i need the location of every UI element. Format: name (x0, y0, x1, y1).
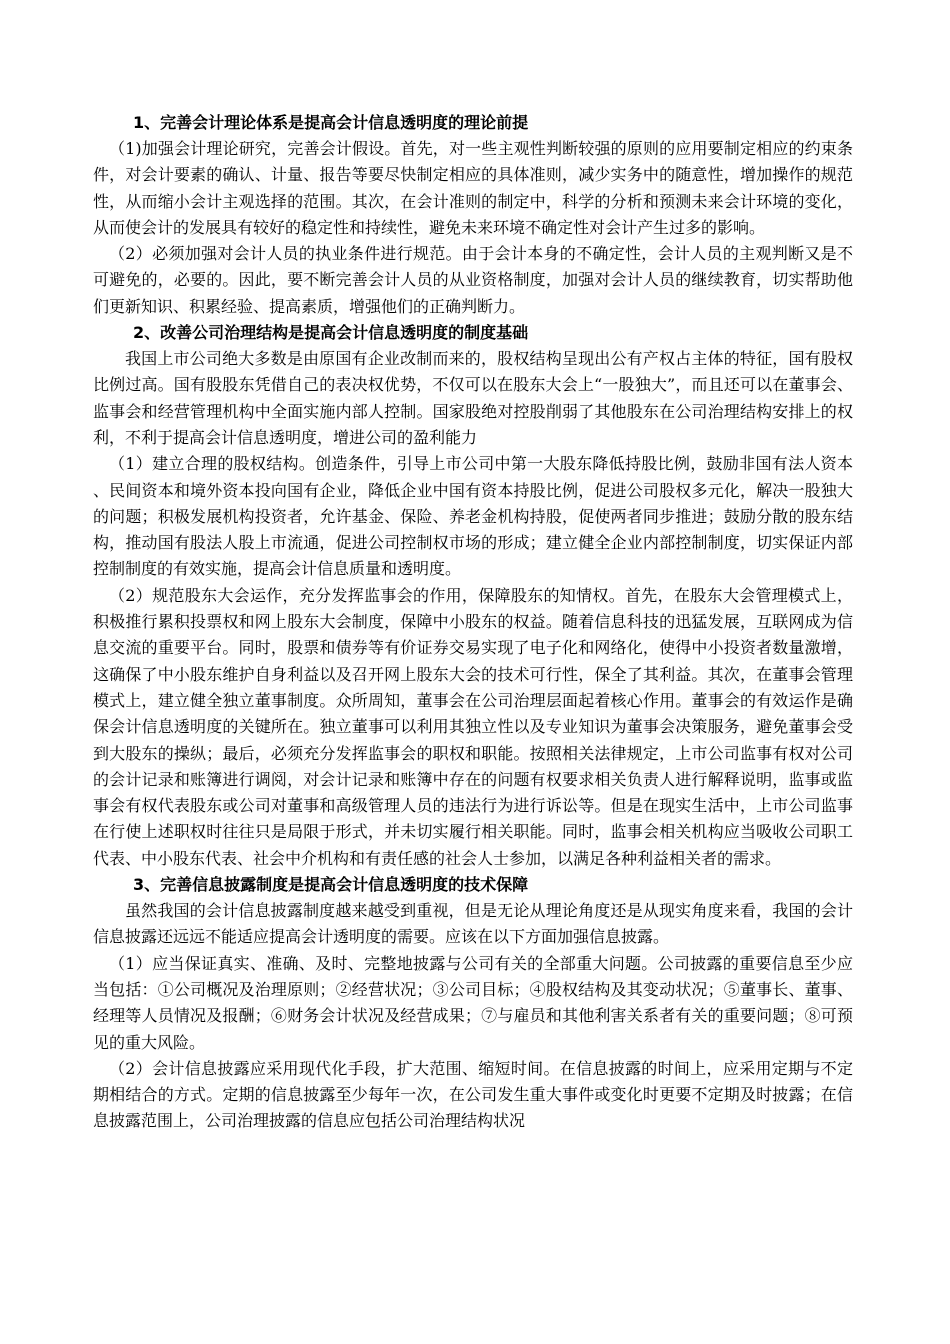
paragraph: （2）规范股东大会运作，充分发挥监事会的作用，保障股东的知情权。首先，在股东大会管理模式上，积极推行累积投票权和网上股东大会制度，保障中小股东的权益。随着信息科技的迅猛发展，互联网成为信息交流的重要平台。同时，股票和债券等有价证券交易实现了电子化和网络化，使得中小投资者数量激增，这确保了中小股东维护自身利益以及召开网上股东大会的技术可行性，保全了其利益。其次，在董事会管理模式上，建立健全独立董事制度。众所周知，董事会在公司治理层面起着核心作用。董事会的有效运作是确保会计信息透明度的关键所在。独立董事可以利用其独立性以及专业知识为董事会决策服务，避免董事会受到大股东的操纵；最后，必须充分发挥监事会的职权和职能。按照相关法律规定，上市公司监事有权对公司的会计记录和账簿进行调阅，对会计记录和账簿中存在的问题有权要求相关负责人进行解释说明，监事或监事会有权代表股东或公司对董事和高级管理人员的违法行为进行诉讼等。但是在现实生活中，上市公司监事在行使上述职权时往往只是局限于形式，并未切实履行相关职能。同时，监事会相关机构应当吸收公司职工代表、中小股东代表、社会中介机构和有责任感的社会人士参加，以满足各种利益相关者的需求。 (93, 585, 853, 868)
section-heading: 2、改善公司治理结构是提高会计信息透明度的制度基础 (133, 323, 529, 343)
document-page (93, 110, 853, 1135)
paragraph: （1）建立合理的股权结构。创造条件，引导上市公司中第一大股东降低持股比例，鼓励非国有法人资本、民间资本和境外资本投向国有企业，降低企业中国有资本持股比例，促进公司股权多元化，解决一股独大的问题；积极发展机构投资者，允许基金、保险、养老金机构持股，促使两者同步推进；鼓励分散的股东结构，推动国有股法人股上市流通，促进公司控制权市场的形成；建立健全企业内部控制制度，切实保证内部控制制度的有效实施，提高会计信息质量和透明度。 (93, 454, 853, 579)
section-heading: 1、完善会计理论体系是提高会计信息透明度的理论前提 (133, 113, 529, 132)
paragraph: 我国上市公司绝大多数是由原国有企业改制而来的，股权结构呈现出公有产权占主体的特征，国有股权比例过高。国有股股东凭借自己的表决权优势，不仅可以在股东大会上“一股独大”，而且还可以在董事会、监事会和经营管理机构中全面实施内部人控制。国家股绝对控股削弱了其他股东在公司治理结构安排上的权利，不利于提高会计信息透明度，增进公司的盈利能力 (93, 349, 853, 447)
section-heading: 3、完善信息披露制度是提高会计信息透明度的技术保障 (133, 875, 529, 895)
paragraph: （2）必须加强对会计人员的执业条件进行规范。由于会计本身的不确定性，会计人员的主观判断又是不可避免的，必要的。因此，要不断完善会计人员的从业资格制度，加强对会计人员的继续教育，切实帮助他们更新知识、积累经验、提高素质，增强他们的正确判断力。 (93, 244, 853, 316)
paragraph: （2）会计信息披露应采用现代化手段，扩大范围、缩短时间。在信息披露的时间上，应采用定期与不定期相结合的方式。定期的信息披露至少每年一次，在公司发生重大事件或变化时更要不定期及时披露；在信息披露范围上，公司治理披露的信息应包括公司治理结构状况 (93, 1058, 853, 1131)
paragraph: （1）应当保证真实、准确、及时、完整地披露与公司有关的全部重大问题。公司披露的重要信息至少应当包括：①公司概况及治理原则；②经营状况；③公司目标；④股权结构及其变动状况；⑤董事长、董事、经理等人员情况及报酬；⑥财务会计状况及经营成果；⑦与雇员和其他利害关系者有关的重要问题；⑧可预见的重大风险。 (93, 953, 853, 1052)
section-3 (93, 872, 853, 1135)
paragraph: 虽然我国的会计信息披露制度越来越受到重视，但是无论从理论角度还是从现实角度来看，我国的会计信息披露还远远不能适应提高会计透明度的需要。应该在以下方面加强信息披露。 (93, 901, 853, 947)
section-1 (93, 110, 853, 320)
section-2 (93, 320, 853, 872)
paragraph: （1)加强会计理论研究，完善会计假设。首先，对一些主观性判断较强的原则的应用要制定相应的约束条件，对会计要素的确认、计量、报告等要尽快制定相应的具体准则，减少实务中的随意性，增加操作的规范性，从而缩小会计主观选择的范围。其次，在会计准则的制定中，科学的分析和预测未来会计环境的变化，从而使会计的发展具有较好的稳定性和持续性，避免未来环境不确定性对会计产生过多的影响。 (93, 139, 853, 237)
